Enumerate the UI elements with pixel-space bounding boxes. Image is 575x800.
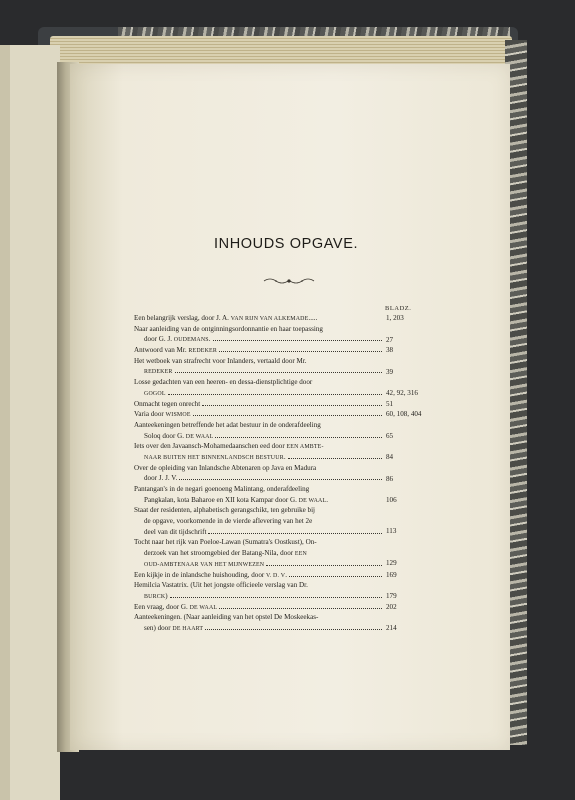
page-number: 39 <box>386 367 394 376</box>
toc-entry-line <box>134 324 404 335</box>
dot-leader <box>170 596 382 598</box>
toc-entry <box>134 409 422 420</box>
page-number: 1, 203 <box>386 314 404 322</box>
toc-entry-line <box>134 591 404 602</box>
page-number: 214 <box>386 624 397 633</box>
entry-text: Naar aanleiding van de ontginningsordonnantie en haar toepassing <box>134 324 323 333</box>
entry-text: . <box>283 452 286 461</box>
toc-entry-line <box>134 452 404 463</box>
toc-entry-line <box>134 473 404 484</box>
entry-text: sen) door <box>144 623 173 632</box>
entry-text: Een vraag, door G. <box>134 602 190 611</box>
author-name: OUDEMANS <box>173 337 209 344</box>
toc-entry <box>134 484 404 505</box>
page-column-header: BLADZ. <box>385 305 412 312</box>
entry-text: door G. J. <box>144 335 174 344</box>
entry-text: door J. J. V. <box>144 474 178 483</box>
toc-entry-line <box>134 399 404 410</box>
author-name: BURCK <box>144 593 166 600</box>
entry-text: Iets over den Javaansch-Mohamedaanschen eed door <box>134 442 287 451</box>
entry-text: derzoek van het stroomgebied der Batang-Nila, door <box>144 549 295 558</box>
dot-leader <box>215 436 382 438</box>
entry-text: Pantangan's in de negari goenoeng Malintang, onderafdeeling <box>134 485 310 493</box>
dot-leader <box>202 404 382 406</box>
entry-text: Losse gedachten van een heeren- en dessa-dienstplichtige door <box>134 378 313 387</box>
toc-entry-line <box>134 527 404 538</box>
entry-text: Aanteekeningen. (Naar aanleiding van het opstel De Moskeekas- <box>134 613 319 622</box>
entry-text: Staat der residenten, alphabetisch gerangschikt, ten gebruike bij <box>134 506 316 515</box>
entry-text: Een belangrijk verslag, door J. A. <box>134 314 231 322</box>
author-name: GOGOL <box>144 390 166 397</box>
entry-text: Aanteekeningen betreffende het adat bestuur in de onderafdeeling <box>134 420 321 429</box>
toc-entry-line <box>134 516 404 527</box>
toc-entry-line <box>134 602 404 613</box>
author-name: DE WAAL <box>185 433 214 440</box>
entry-text: deel van dit tijdschrift <box>144 527 207 536</box>
page-number: 129 <box>386 559 397 568</box>
entry-text: Pangkalan, kota Baharoe en XII kota Kampar door G. <box>144 495 299 504</box>
toc-entry <box>134 580 404 601</box>
entry-text: Een kijkje in de inlandsche huishouding, door <box>134 570 266 579</box>
toc-entry <box>134 356 404 377</box>
toc-entry <box>134 505 404 537</box>
toc-entry <box>134 313 404 324</box>
toc-entry <box>134 612 404 633</box>
author-name: EEN AMBTE- <box>286 444 324 451</box>
entry-text: Soloq door G. <box>144 431 186 440</box>
toc-entry-line <box>134 463 404 474</box>
dot-leader <box>168 393 382 395</box>
entry-text: Het wetboek van strafrecht voor Inlanders, vertaald door Mr. <box>134 356 307 365</box>
dot-leader <box>219 607 382 609</box>
entry-text: . <box>208 335 211 344</box>
toc-entry-line <box>134 356 404 367</box>
dot-leader <box>219 350 382 352</box>
author-name: EEN <box>294 551 307 558</box>
toc-entry-line <box>134 537 404 548</box>
toc-entry-line <box>134 570 404 581</box>
page-number: 51 <box>386 399 394 408</box>
toc-entry-line <box>134 580 404 591</box>
toc-entry <box>134 345 404 356</box>
toc-entry <box>134 463 404 484</box>
page-number: 60, 108, 404 <box>386 410 422 419</box>
toc-entry-line <box>134 334 404 345</box>
author-name: OUD-AMBTENAAR VAN HET MIJNWEZEN <box>144 561 265 568</box>
author-name: DE HAART <box>172 625 204 632</box>
toc-entry-line <box>134 366 404 377</box>
entry-text: . <box>285 570 287 579</box>
toc-entry <box>134 570 404 581</box>
toc-entry-line <box>134 623 404 634</box>
author-name: REDEKER <box>144 369 173 376</box>
entry-text: Onmacht tegen onrecht <box>134 399 201 408</box>
entry-text: ) <box>165 591 168 600</box>
toc-entry <box>134 399 404 410</box>
toc-entry-line <box>134 377 404 388</box>
page-number: 106 <box>386 496 397 504</box>
dot-leader <box>288 457 382 459</box>
page-number: 179 <box>386 592 397 601</box>
entry-text: de opgave, voorkomende in de vierde aflevering van het 2e <box>144 517 313 526</box>
entry-text: Over de opleiding van Inlandsche Abtenaren op Java en Madura <box>134 463 317 472</box>
toc-entry-line <box>134 484 404 495</box>
toc-entry-line <box>134 431 404 442</box>
page-number: 169 <box>386 570 397 579</box>
page-title: INHOUDS OPGAVE. <box>214 236 359 252</box>
dot-leader <box>175 371 382 373</box>
author-name: DE WAAL <box>189 604 218 611</box>
dot-leader <box>266 564 382 566</box>
dot-leader <box>179 478 382 480</box>
toc-entry <box>134 377 418 398</box>
toc-entry <box>134 420 404 441</box>
table-of-contents <box>134 313 422 634</box>
toc-entry-line <box>134 548 404 559</box>
author-name: WISMOE <box>165 412 191 419</box>
toc-entry-line <box>134 313 404 324</box>
author-name: VAN RIJN VAN ALKEMADE <box>230 316 309 322</box>
author-name: V. D. V <box>266 572 286 579</box>
entry-text: Tocht naar het rijk van Poeloe-Lawan (Sumatra's Oostkust), On- <box>134 538 317 547</box>
ornament-icon <box>262 276 316 286</box>
entry-text: Antwoord van Mr. <box>134 346 189 355</box>
toc-entry <box>134 537 404 569</box>
facing-page-edge <box>0 45 10 800</box>
page-number: 27 <box>386 335 394 344</box>
author-name: DE WAAL <box>298 497 327 504</box>
page-number: 38 <box>386 346 394 355</box>
toc-entry-line <box>134 505 404 516</box>
dot-leader <box>213 339 382 341</box>
toc-entry-line <box>134 388 404 399</box>
page-number: 202 <box>386 602 397 611</box>
entry-text: . <box>326 495 329 504</box>
page-number: 84 <box>386 453 394 462</box>
author-name: REDEKER <box>188 348 217 355</box>
toc-entry <box>134 441 404 462</box>
author-name: NAAR BUITEN HET BINNENLANDSCH BESTUUR <box>144 454 284 461</box>
entry-text: ..... <box>308 314 318 322</box>
page-number: 113 <box>386 527 397 536</box>
page-number: 42, 92, 316 <box>386 389 418 398</box>
entry-text: Hemilcia Vastatrix. (Uit het jongste officieele verslag van Dr. <box>134 581 308 590</box>
toc-entry-line <box>134 495 404 506</box>
toc-entry-line <box>134 420 404 431</box>
dot-leader <box>193 414 382 416</box>
toc-entry-line <box>134 409 404 420</box>
entry-text: Varia door <box>134 410 166 419</box>
toc-entry-line <box>134 559 404 570</box>
toc-entry-line <box>134 345 404 356</box>
toc-entry <box>134 602 404 613</box>
scan-background <box>60 745 530 800</box>
page-number: 65 <box>386 431 394 440</box>
toc-entry-line <box>134 441 404 452</box>
dot-leader <box>289 575 382 577</box>
toc-entry-line <box>134 612 404 623</box>
page-number: 86 <box>386 474 394 483</box>
dot-leader <box>208 532 382 534</box>
dot-leader <box>205 628 382 630</box>
toc-entry <box>134 324 404 345</box>
